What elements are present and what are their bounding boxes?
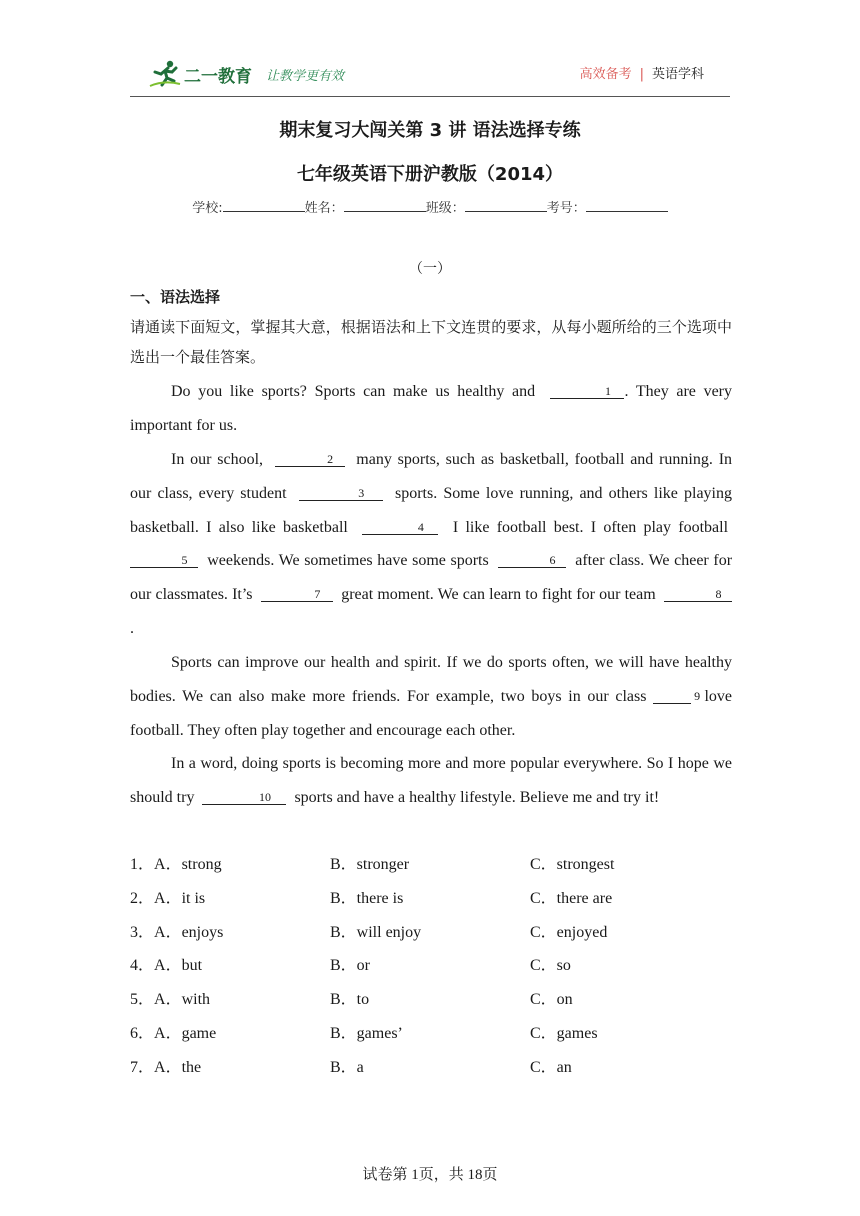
passage-text: sports and have a healthy lifestyle. Believe me and try it! — [294, 788, 660, 806]
option-c[interactable]: C．games — [530, 1024, 598, 1042]
option-a-text[interactable]: A．enjoys — [154, 923, 224, 941]
option-row — [130, 949, 732, 983]
option-b[interactable]: B．to — [330, 991, 370, 1009]
passage-paragraph-2 — [130, 443, 732, 646]
option-c[interactable]: C．on — [530, 991, 573, 1009]
logo — [148, 60, 344, 88]
passage-text: great moment. We can learn to fight for our team — [341, 586, 656, 604]
passage-text: In a word, doing sports is becoming more and more popular everywhere. So I hope we should try — [130, 755, 732, 806]
brand-name: 二一教育 — [184, 66, 252, 87]
question-number: 7． — [130, 1058, 155, 1076]
question-number: 1． — [130, 856, 155, 873]
option-row — [130, 882, 732, 916]
question-number: 3． — [130, 923, 155, 941]
class-field[interactable] — [465, 199, 547, 212]
section-instruction: 请通读下面短文，掌握其大意，根据语法和上下文连贯的要求，从每小题所给的三个选项中选出一个最佳答案。 — [130, 318, 732, 366]
option-a — [130, 983, 210, 1017]
page-header — [130, 56, 730, 97]
question-number: 4． — [130, 957, 155, 975]
option-b[interactable]: B．a — [330, 1058, 364, 1076]
blank-3[interactable]: 3 — [299, 486, 383, 501]
header-tag-exam: 高效备考 — [579, 67, 632, 82]
option-c[interactable]: C．enjoyed — [530, 923, 608, 941]
passage-text: In our school, — [171, 451, 264, 468]
passage-paragraph-3 — [130, 646, 732, 747]
passage-text: Sports can improve our health and spirit. If we do sports often, we will have healthy bodies. We can also make more friends. For example, two boys in our class — [130, 654, 732, 705]
passage-text: Do you like sports? Sports can make us healthy and — [171, 383, 536, 400]
option-b[interactable]: B．games’ — [330, 1024, 403, 1042]
class-label: 班级： — [425, 201, 465, 216]
blank-4[interactable]: 4 — [362, 520, 438, 535]
blank-6[interactable]: 6 — [498, 553, 566, 568]
passage-text: many sports, such as basketball, football and running. In our class, every student — [130, 451, 733, 502]
option-a — [130, 848, 222, 882]
option-row — [130, 983, 732, 1017]
option-c[interactable]: C．an — [530, 1058, 572, 1076]
blank-5[interactable]: 5 — [130, 553, 198, 568]
school-field[interactable] — [223, 199, 305, 212]
brand-slogan: 让教学更有效 — [266, 68, 345, 84]
question-number: 6． — [130, 1024, 155, 1042]
school-label: 学校: — [192, 201, 223, 216]
option-row — [130, 1051, 732, 1085]
exam-label: 考号： — [546, 201, 586, 216]
student-info-row — [0, 197, 860, 216]
option-a — [130, 916, 223, 950]
blank-8[interactable]: 8 — [664, 587, 732, 602]
page-title: 期末复习大闯关第 3 讲 语法选择专练 — [279, 120, 581, 141]
blank-7[interactable]: 7 — [261, 587, 333, 602]
page-subtitle: 七年级英语下册沪教版（2014） — [296, 164, 564, 185]
option-a-text[interactable]: A．strong — [154, 856, 222, 873]
option-c[interactable]: C．there are — [530, 889, 613, 907]
option-a — [130, 882, 205, 916]
header-tag-subject: 英语学科 — [651, 67, 704, 82]
passage-text: love football. They often play together and encourage each other. — [130, 687, 733, 739]
passage-text: I like football best. I often play football — [452, 518, 729, 536]
passage-paragraph-4 — [130, 747, 732, 815]
option-b[interactable]: B．will enjoy — [330, 923, 422, 941]
option-a — [130, 1051, 201, 1085]
option-c[interactable]: C．so — [530, 957, 571, 975]
blank-1[interactable]: 1 — [550, 384, 624, 399]
passage-text: after class. We cheer for our classmates. It’s — [130, 552, 733, 604]
option-b[interactable]: B．stronger — [330, 856, 410, 873]
option-row — [130, 1017, 732, 1051]
question-number: 2． — [130, 889, 155, 907]
option-c[interactable]: C．strongest — [530, 856, 615, 873]
blank-2[interactable]: 2 — [275, 452, 345, 467]
section-heading: 一、语法选择 — [130, 288, 221, 306]
blank-9[interactable]: 9 — [653, 689, 691, 704]
passage-text: . — [130, 619, 134, 637]
header-divider: | — [639, 67, 644, 82]
passage-text: weekends. We sometimes have some sports — [207, 552, 489, 570]
name-label: 姓名： — [304, 201, 344, 216]
exam-number-field[interactable] — [586, 199, 668, 212]
blank-10[interactable]: 10 — [202, 790, 286, 805]
answer-options — [130, 848, 732, 1085]
option-b[interactable]: B．there is — [330, 889, 404, 907]
option-row — [130, 848, 732, 882]
option-a-text[interactable]: A．the — [154, 1058, 202, 1076]
passage-text: . They are very important for us. — [130, 383, 732, 434]
name-field[interactable] — [344, 199, 426, 212]
option-a-text[interactable]: A．with — [154, 991, 211, 1009]
passage-text: sports. Some love running, and others like playing basketball. I also like basketball — [130, 484, 732, 536]
option-a — [130, 1017, 216, 1051]
header-tags — [580, 63, 704, 82]
runner-logo-icon — [148, 60, 182, 88]
option-row — [130, 916, 732, 950]
option-a-text[interactable]: A．game — [154, 1024, 217, 1042]
page-footer: 试卷第 1页，共 18页 — [362, 1167, 498, 1183]
option-a-text[interactable]: A．but — [154, 957, 203, 975]
passage-paragraph-1 — [130, 375, 732, 443]
option-a-text[interactable]: A．it is — [154, 889, 206, 907]
part-label: （一） — [409, 261, 451, 277]
option-a — [130, 949, 202, 983]
option-b[interactable]: B．or — [330, 957, 371, 975]
question-number: 5． — [130, 991, 155, 1009]
